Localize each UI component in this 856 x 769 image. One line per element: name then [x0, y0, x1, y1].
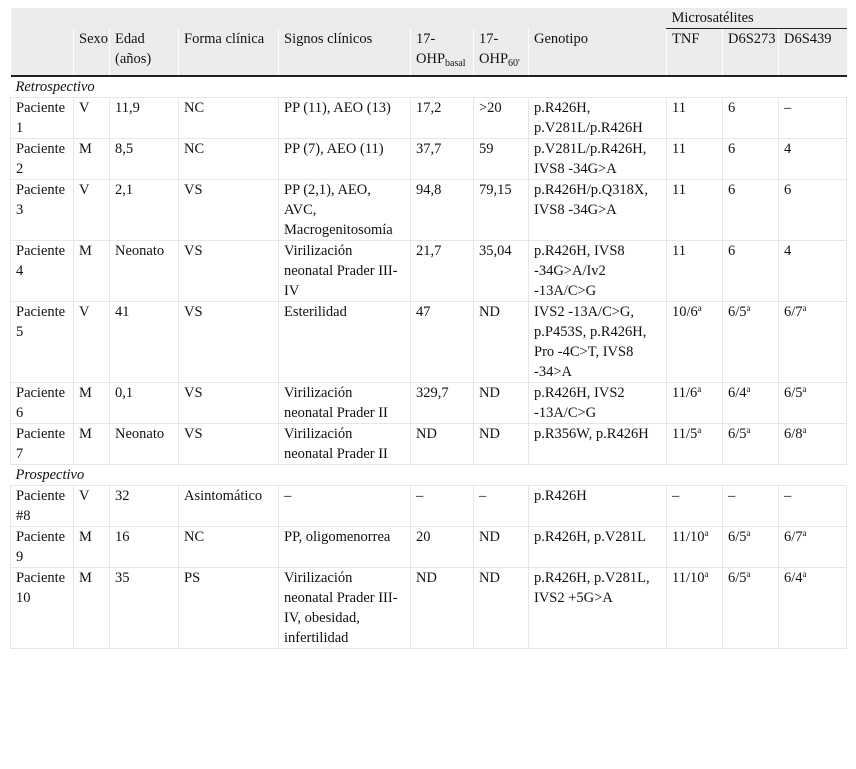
d6s273-cell-value: 6	[728, 182, 736, 198]
genotipo-cell: IVS2 -13A/C>G, p.P453S, p.R426H, Pro -4C>T, IVS8 -34>A	[529, 302, 667, 383]
tnf-cell	[667, 302, 723, 383]
tnf-cell-value: 11	[672, 182, 686, 198]
d6s273-cell	[723, 568, 779, 649]
d6s439-cell-value: –	[784, 488, 792, 504]
edad-cell: 32	[110, 486, 179, 527]
ohp-basal-cell: 17,2	[411, 98, 474, 139]
tnf-cell	[667, 486, 723, 527]
footnote-marker: a	[802, 569, 807, 579]
d6s439-cell	[779, 568, 847, 649]
tnf-cell	[667, 527, 723, 568]
d6s273-cell-value: 6	[728, 243, 736, 259]
d6s439-cell-value: 6	[784, 182, 792, 198]
table-row	[11, 383, 847, 424]
microsatellites-group-header: Microsatélites	[667, 8, 847, 29]
genotipo-cell: p.R426H/p.Q318X, IVS8 -34G>A	[529, 180, 667, 241]
d6s439-cell	[779, 139, 847, 180]
patient-cell: Paciente 2	[11, 139, 74, 180]
d6s273-cell	[723, 486, 779, 527]
forma-clinica-cell: VS	[179, 180, 279, 241]
sexo-cell: V	[74, 180, 110, 241]
d6s273-cell	[723, 98, 779, 139]
genotipo-cell: p.V281L/p.R426H, IVS8 -34G>A	[529, 139, 667, 180]
signos-clinicos-cell: –	[279, 486, 411, 527]
tnf-cell-value: 10/6	[672, 304, 698, 320]
forma-clinica-cell: NC	[179, 98, 279, 139]
d6s439-cell	[779, 180, 847, 241]
d6s273-cell	[723, 139, 779, 180]
tnf-cell-value: –	[672, 488, 680, 504]
ohp-basal-cell: 37,7	[411, 139, 474, 180]
patient-cell: Paciente 9	[11, 527, 74, 568]
col-header-17ohp-basal-main: 17-OHP	[416, 30, 446, 67]
d6s273-cell-value: –	[728, 488, 736, 504]
d6s273-cell	[723, 302, 779, 383]
tnf-cell-value: 11	[672, 141, 686, 157]
edad-cell: 11,9	[110, 98, 179, 139]
footnote-marker: a	[746, 528, 751, 538]
edad-cell: 16	[110, 527, 179, 568]
section-row	[11, 465, 847, 486]
patient-cell: Paciente 7	[11, 424, 74, 465]
tnf-cell-value: 11/5	[672, 426, 698, 442]
footnote-marker: a	[697, 425, 702, 435]
patient-cell: Paciente 1	[11, 98, 74, 139]
table-row	[11, 527, 847, 568]
section-title: Retrospectivo	[11, 76, 847, 98]
d6s273-cell	[723, 180, 779, 241]
table-row	[11, 486, 847, 527]
col-header-forma-clinica: Forma clínica	[179, 29, 279, 77]
d6s439-cell	[779, 486, 847, 527]
col-header-sexo: Sexo	[74, 29, 110, 77]
sexo-cell: M	[74, 568, 110, 649]
genotipo-cell: p.R426H, p.V281L/p.R426H	[529, 98, 667, 139]
tnf-cell	[667, 139, 723, 180]
clinical-genetic-table	[10, 8, 847, 649]
patient-cell: Paciente #8	[11, 486, 74, 527]
d6s273-cell-value: 6	[728, 100, 736, 116]
table-row	[11, 139, 847, 180]
d6s273-cell	[723, 527, 779, 568]
ohp-basal-cell: 20	[411, 527, 474, 568]
tnf-cell-value: 11/10	[672, 570, 705, 586]
ohp-60-cell: –	[474, 486, 529, 527]
ohp-60-cell: ND	[474, 527, 529, 568]
d6s439-cell	[779, 527, 847, 568]
tnf-cell	[667, 568, 723, 649]
group-header-spacer	[11, 8, 667, 29]
genotipo-cell: p.R356W, p.R426H	[529, 424, 667, 465]
forma-clinica-cell: Asintomático	[179, 486, 279, 527]
d6s439-cell-value: –	[784, 100, 792, 116]
edad-cell: Neonato	[110, 241, 179, 302]
ohp-basal-cell: 94,8	[411, 180, 474, 241]
forma-clinica-cell: PS	[179, 568, 279, 649]
ohp-60-cell: 59	[474, 139, 529, 180]
sexo-cell: M	[74, 139, 110, 180]
signos-clinicos-cell: Virilización neonatal Prader III-IV	[279, 241, 411, 302]
genotipo-cell: p.R426H, p.V281L, IVS2 +5G>A	[529, 568, 667, 649]
d6s439-cell	[779, 241, 847, 302]
table-row	[11, 241, 847, 302]
col-header-17ohp-60-sub: 60'	[508, 57, 520, 69]
d6s439-cell-value: 4	[784, 243, 792, 259]
table-row	[11, 98, 847, 139]
edad-cell: 8,5	[110, 139, 179, 180]
col-header-edad: Edad (años)	[110, 29, 179, 77]
footnote-marker: a	[802, 303, 807, 313]
tnf-cell	[667, 241, 723, 302]
footnote-marker: a	[802, 528, 807, 538]
footnote-marker: a	[802, 425, 807, 435]
signos-clinicos-cell: Virilización neonatal Prader III-IV, obesidad, infertilidad	[279, 568, 411, 649]
patient-cell: Paciente 10	[11, 568, 74, 649]
footnote-marker: a	[802, 384, 807, 394]
sexo-cell: M	[74, 424, 110, 465]
signos-clinicos-cell: Virilización neonatal Prader II	[279, 424, 411, 465]
d6s273-cell-value: 6/5	[728, 304, 747, 320]
table-row	[11, 424, 847, 465]
genotipo-cell: p.R426H	[529, 486, 667, 527]
d6s439-cell-value: 6/5	[784, 385, 803, 401]
d6s273-cell	[723, 383, 779, 424]
d6s439-cell	[779, 98, 847, 139]
ohp-basal-cell: 329,7	[411, 383, 474, 424]
ohp-60-cell: ND	[474, 424, 529, 465]
section-row	[11, 76, 847, 98]
col-header-17ohp-60-main: 17-OHP	[479, 30, 509, 67]
ohp-basal-cell: 47	[411, 302, 474, 383]
table-row	[11, 180, 847, 241]
table-body	[11, 76, 847, 649]
d6s273-cell-value: 6/5	[728, 529, 747, 545]
sexo-cell: M	[74, 527, 110, 568]
forma-clinica-cell: NC	[179, 139, 279, 180]
forma-clinica-cell: VS	[179, 424, 279, 465]
ohp-60-cell: ND	[474, 302, 529, 383]
signos-clinicos-cell: PP (11), AEO (13)	[279, 98, 411, 139]
footnote-marker: a	[746, 569, 751, 579]
genotipo-cell: p.R426H, IVS8 -34G>A/Iv2 -13A/C>G	[529, 241, 667, 302]
col-header-17ohp-60	[474, 29, 529, 77]
tnf-cell	[667, 180, 723, 241]
patient-cell: Paciente 5	[11, 302, 74, 383]
forma-clinica-cell: VS	[179, 302, 279, 383]
patient-cell: Paciente 3	[11, 180, 74, 241]
ohp-basal-cell: ND	[411, 424, 474, 465]
ohp-basal-cell: 21,7	[411, 241, 474, 302]
sexo-cell: V	[74, 302, 110, 383]
d6s273-cell-value: 6/5	[728, 426, 747, 442]
patient-cell: Paciente 4	[11, 241, 74, 302]
edad-cell: 0,1	[110, 383, 179, 424]
d6s273-cell-value: 6	[728, 141, 736, 157]
footnote-marker: a	[746, 425, 751, 435]
col-header-signos-clinicos: Signos clínicos	[279, 29, 411, 77]
section-title: Prospectivo	[11, 465, 847, 486]
d6s439-cell-value: 6/7	[784, 529, 803, 545]
tnf-cell	[667, 98, 723, 139]
sexo-cell: V	[74, 98, 110, 139]
col-header-d6s273: D6S273	[723, 29, 779, 77]
sexo-cell: M	[74, 241, 110, 302]
col-header-17ohp-basal-sub: basal	[445, 57, 466, 69]
forma-clinica-cell: NC	[179, 527, 279, 568]
edad-cell: 2,1	[110, 180, 179, 241]
sexo-cell: V	[74, 486, 110, 527]
tnf-cell	[667, 383, 723, 424]
ohp-60-cell: 79,15	[474, 180, 529, 241]
ohp-60-cell: >20	[474, 98, 529, 139]
signos-clinicos-cell: PP (7), AEO (11)	[279, 139, 411, 180]
d6s273-cell-value: 6/4	[728, 385, 747, 401]
table-row	[11, 568, 847, 649]
col-header-tnf: TNF	[667, 29, 723, 77]
ohp-basal-cell: –	[411, 486, 474, 527]
d6s439-cell-value: 4	[784, 141, 792, 157]
ohp-60-cell: ND	[474, 568, 529, 649]
d6s273-cell	[723, 424, 779, 465]
tnf-cell-value: 11/10	[672, 529, 705, 545]
footnote-marker: a	[746, 384, 751, 394]
d6s273-cell-value: 6/5	[728, 570, 747, 586]
col-header-patient	[11, 29, 74, 77]
d6s439-cell	[779, 302, 847, 383]
signos-clinicos-cell: Esterilidad	[279, 302, 411, 383]
patient-cell: Paciente 6	[11, 383, 74, 424]
footnote-marker: a	[746, 303, 751, 313]
footnote-marker: a	[697, 303, 702, 313]
edad-cell: 41	[110, 302, 179, 383]
signos-clinicos-cell: PP (2,1), AEO, AVC, Macrogenitosomía	[279, 180, 411, 241]
col-header-17ohp-basal	[411, 29, 474, 77]
d6s439-cell-value: 6/4	[784, 570, 803, 586]
footnote-marker: a	[704, 528, 709, 538]
tnf-cell	[667, 424, 723, 465]
d6s439-cell	[779, 424, 847, 465]
col-header-d6s439: D6S439	[779, 29, 847, 77]
genotipo-cell: p.R426H, p.V281L	[529, 527, 667, 568]
tnf-cell-value: 11	[672, 100, 686, 116]
column-header-row	[11, 29, 847, 77]
signos-clinicos-cell: PP, oligomenorrea	[279, 527, 411, 568]
table-row	[11, 302, 847, 383]
ohp-basal-cell: ND	[411, 568, 474, 649]
edad-cell: Neonato	[110, 424, 179, 465]
forma-clinica-cell: VS	[179, 241, 279, 302]
footnote-marker: a	[704, 569, 709, 579]
ohp-60-cell: 35,04	[474, 241, 529, 302]
edad-cell: 35	[110, 568, 179, 649]
group-header-row	[11, 8, 847, 29]
tnf-cell-value: 11	[672, 243, 686, 259]
sexo-cell: M	[74, 383, 110, 424]
ohp-60-cell: ND	[474, 383, 529, 424]
d6s439-cell	[779, 383, 847, 424]
col-header-genotipo: Genotipo	[529, 29, 667, 77]
forma-clinica-cell: VS	[179, 383, 279, 424]
signos-clinicos-cell: Virilización neonatal Prader II	[279, 383, 411, 424]
d6s273-cell	[723, 241, 779, 302]
genotipo-cell: p.R426H, IVS2 -13A/C>G	[529, 383, 667, 424]
d6s439-cell-value: 6/8	[784, 426, 803, 442]
footnote-marker: a	[697, 384, 702, 394]
tnf-cell-value: 11/6	[672, 385, 698, 401]
d6s439-cell-value: 6/7	[784, 304, 803, 320]
